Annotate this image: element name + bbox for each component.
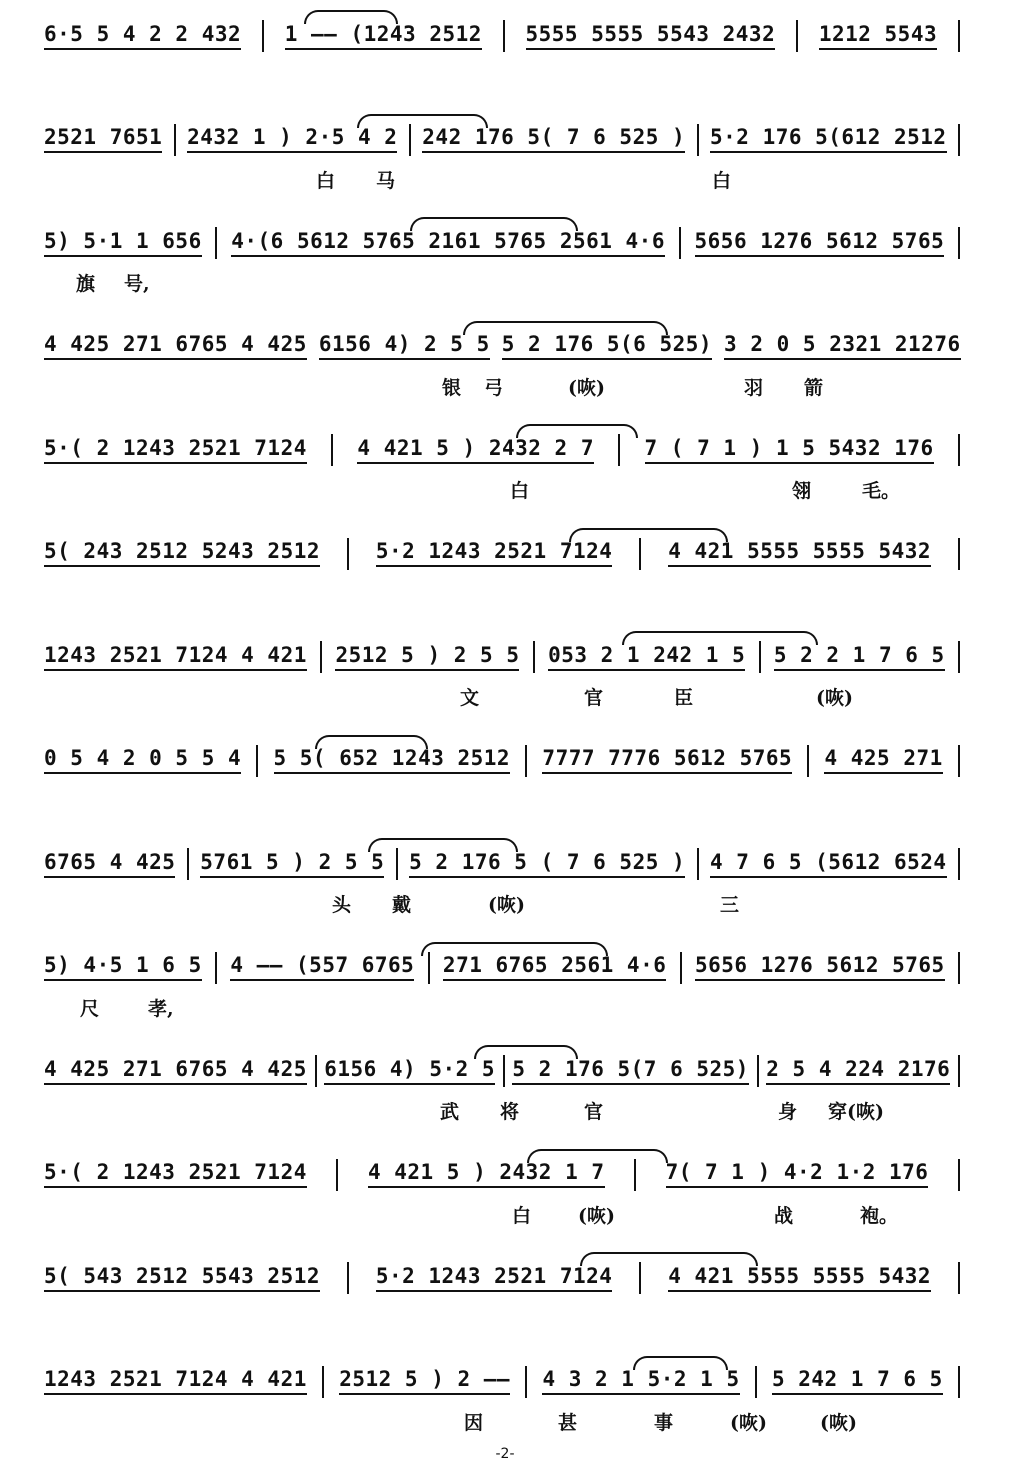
notation-system	[44, 215, 966, 315]
lyric-word: (咴)	[488, 894, 525, 916]
barline	[958, 1366, 960, 1398]
lyric-word: 甚	[558, 1411, 578, 1434]
measure: 5·2 1243 2521 7124	[376, 539, 613, 568]
barline	[958, 1055, 960, 1087]
barline	[679, 227, 681, 259]
measure: 4 425 271 6765 4 425	[44, 332, 307, 361]
barline	[958, 1159, 960, 1191]
measure: 4 421 5 ) 2432 1 7	[368, 1160, 605, 1189]
slur-mark	[463, 321, 668, 335]
measure: 7777 7776 5612 5765	[542, 746, 792, 775]
barline	[697, 124, 699, 156]
measure: 0 5 4 2 0 5 5 4	[44, 746, 241, 775]
measure: 7 ( 7 1 ) 1 5 5432 176	[645, 436, 934, 465]
lyrics-line	[44, 683, 966, 713]
notation-system	[44, 319, 966, 419]
lyric-word: (咴)	[816, 687, 853, 709]
lyrics-line	[44, 1097, 966, 1127]
barline	[807, 745, 809, 777]
barline	[680, 952, 682, 984]
measure: 6156 4) 5·2 5	[324, 1057, 495, 1086]
lyric-word: 穿(咴)	[828, 1101, 884, 1123]
slur-mark	[368, 838, 518, 852]
lyrics-line	[44, 1201, 966, 1231]
notation-line	[44, 432, 966, 468]
measure: 5761 5 ) 2 5 5	[200, 850, 384, 879]
barline	[525, 745, 527, 777]
slur-mark	[315, 735, 428, 749]
measure: 2521 7651	[44, 125, 162, 154]
barline	[215, 227, 217, 259]
measure: 4 7 6 5 (5612 6524	[710, 850, 947, 879]
measure: 5) 5·1 1 656	[44, 229, 202, 258]
measure: 5 2 176 5(6 525)	[502, 332, 712, 361]
measure: 5( 543 2512 5543 2512	[44, 1264, 320, 1293]
barline	[697, 848, 699, 880]
measure: 271 6765 2561 4·6	[443, 953, 666, 982]
barline	[320, 641, 322, 673]
notation-line	[44, 18, 966, 54]
slur-mark	[569, 528, 728, 542]
lyrics-line	[44, 166, 966, 196]
barline	[958, 227, 960, 259]
lyric-word: 白	[512, 1204, 532, 1227]
measure: 1243 2521 7124 4 421	[44, 1367, 307, 1396]
barline	[958, 641, 960, 673]
measure: 4 421 5555 5555 5432	[668, 1264, 931, 1293]
measure: 2512 5 ) 2 5 5	[335, 643, 519, 672]
barline	[533, 641, 535, 673]
measure: 5555 5555 5543 2432	[526, 22, 776, 51]
lyrics-line	[44, 62, 966, 92]
measure: 1212 5543	[819, 22, 937, 51]
slur-mark	[357, 114, 488, 128]
lyrics-line	[44, 580, 966, 610]
barline	[503, 1055, 505, 1087]
lyric-word: (咴)	[820, 1411, 857, 1434]
barline	[958, 434, 960, 466]
measure: 5 2 2 1 7 6 5	[774, 643, 945, 672]
measure: 5·( 2 1243 2521 7124	[44, 1160, 307, 1189]
barline	[187, 848, 189, 880]
measure: 4 425 271 6765 4 425	[44, 1057, 307, 1086]
slur-mark	[622, 631, 818, 645]
notation-line	[44, 1157, 966, 1193]
barline	[396, 848, 398, 880]
lyrics-line	[44, 269, 966, 299]
barline	[525, 1366, 527, 1398]
barline	[322, 1366, 324, 1398]
lyric-word: 武	[440, 1101, 460, 1123]
lyrics-line	[44, 373, 966, 403]
barline	[262, 20, 264, 52]
barline	[503, 20, 505, 52]
lyrics-line	[44, 1304, 966, 1334]
notation-system	[44, 1250, 966, 1350]
lyric-word: 将	[500, 1101, 520, 1123]
barline	[958, 1262, 960, 1294]
notation-system	[44, 1147, 966, 1247]
lyric-word: 官	[584, 687, 604, 709]
lyric-word: 文	[460, 687, 480, 709]
lyric-word: 马	[376, 169, 396, 192]
lyric-word: 三	[720, 894, 740, 916]
barline	[347, 538, 349, 570]
notation-line	[44, 122, 966, 158]
measure: 1243 2521 7124 4 421	[44, 643, 307, 672]
notation-system	[44, 1043, 966, 1143]
measure: 2512 5 ) 2 ——	[339, 1367, 510, 1396]
notation-system	[44, 112, 966, 212]
lyric-word: 事	[654, 1411, 674, 1434]
measure: 4 425 271	[824, 746, 942, 775]
notation-system	[44, 8, 966, 108]
slur-mark	[421, 942, 608, 956]
measure: 3 2 0 5 2321 21276	[724, 332, 961, 361]
barline	[331, 434, 333, 466]
notation-line	[44, 536, 966, 572]
measure: 5656 1276 5612 5765	[695, 229, 945, 258]
barline	[634, 1159, 636, 1191]
measure: 053 2 1 242 1 5	[548, 643, 745, 672]
measure: 2432 1 ) 2·5 4 2	[187, 125, 397, 154]
measure: 4 3 2 1 5·2 1 5	[542, 1367, 739, 1396]
measure: 7( 7 1 ) 4·2 1·2 176	[666, 1160, 929, 1189]
notation-system	[44, 1354, 966, 1454]
barline	[336, 1159, 338, 1191]
measure: 4 —— (557 6765	[230, 953, 414, 982]
notation-system	[44, 526, 966, 626]
lyric-word: 孝,	[148, 997, 174, 1020]
measure: 5 2 176 5 ( 7 6 525 )	[409, 850, 685, 879]
measure: 5 2 176 5(7 6 525)	[512, 1057, 749, 1086]
notation-system	[44, 940, 966, 1040]
lyrics-line	[44, 787, 966, 817]
slur-mark	[410, 217, 578, 231]
slur-mark	[527, 1149, 668, 1163]
barline	[796, 20, 798, 52]
lyric-word: 戴	[392, 894, 412, 916]
notation-line	[44, 1260, 966, 1296]
notation-system	[44, 836, 966, 936]
lyrics-line	[44, 994, 966, 1024]
lyric-word: 羽	[744, 376, 764, 399]
slur-mark	[580, 1252, 758, 1266]
slur-mark	[633, 1356, 728, 1370]
measure: 5 242 1 7 6 5	[772, 1367, 943, 1396]
barline	[639, 538, 641, 570]
page-number: -2-	[495, 1446, 515, 1462]
measure: 6765 4 425	[44, 850, 175, 879]
notation-system	[44, 733, 966, 833]
measure: 5·2 176 5(612 2512	[710, 125, 947, 154]
barline	[428, 952, 430, 984]
lyric-word: 战	[774, 1204, 794, 1227]
measure: 5·( 2 1243 2521 7124	[44, 436, 307, 465]
measure: 4 421 5 ) 2432 2 7	[357, 436, 594, 465]
lyric-word: 号,	[124, 273, 150, 295]
lyric-word: 臣	[674, 687, 694, 709]
measure: 6·5 5 4 2 2 432	[44, 22, 241, 51]
lyric-word: 身	[778, 1101, 798, 1123]
lyric-word: 毛。	[862, 480, 901, 502]
lyric-word: 白	[712, 169, 732, 192]
measure: 4·(6 5612 5765 2161 5765 2561 4·6	[231, 229, 665, 258]
lyrics-line	[44, 890, 966, 920]
notation-line	[44, 639, 966, 675]
measure: 1 —— (1243 2512	[285, 22, 482, 51]
lyric-word: 尺	[80, 997, 100, 1020]
lyric-word: 袍。	[860, 1204, 899, 1227]
lyric-word: 旗	[76, 273, 96, 295]
lyric-word: 银	[442, 376, 462, 399]
slur-mark	[516, 424, 638, 438]
notation-system	[44, 422, 966, 522]
barline	[409, 124, 411, 156]
barline	[958, 538, 960, 570]
lyrics-line	[44, 1408, 966, 1438]
lyric-word: (咴)	[730, 1411, 767, 1434]
lyric-word: 因	[464, 1411, 484, 1434]
measure: 4 421 5555 5555 5432	[668, 539, 931, 568]
notation-system	[44, 629, 966, 729]
lyric-word: 白	[510, 480, 530, 502]
measure: 5( 243 2512 5243 2512	[44, 539, 320, 568]
barline	[958, 745, 960, 777]
barline	[958, 848, 960, 880]
lyric-word: 头	[332, 894, 352, 916]
lyric-word: 官	[584, 1101, 604, 1123]
lyric-word: 白	[316, 169, 336, 192]
lyrics-line	[44, 476, 966, 506]
notation-line	[44, 743, 966, 779]
slur-mark	[474, 1045, 578, 1059]
notation-line	[44, 1364, 966, 1400]
barline	[757, 1055, 759, 1087]
barline	[755, 1366, 757, 1398]
measure: 5·2 1243 2521 7124	[376, 1264, 613, 1293]
lyric-word: 弓	[484, 376, 504, 399]
measure: 5656 1276 5612 5765	[695, 953, 945, 982]
measure: 2 5 4 224 2176	[766, 1057, 950, 1086]
slur-mark	[304, 10, 398, 24]
barline	[618, 434, 620, 466]
barline	[347, 1262, 349, 1294]
lyric-word: (咴)	[568, 376, 605, 399]
barline	[174, 124, 176, 156]
barline	[256, 745, 258, 777]
measure: 5) 4·5 1 6 5	[44, 953, 202, 982]
barline	[215, 952, 217, 984]
lyric-word: 箭	[804, 376, 824, 399]
barline	[958, 20, 960, 52]
barline	[759, 641, 761, 673]
lyric-word: 翎	[792, 480, 812, 502]
measure: 5 5( 652 1243 2512	[274, 746, 511, 775]
barline	[315, 1055, 317, 1087]
measure: 242 176 5( 7 6 525 )	[422, 125, 685, 154]
lyric-word: (咴)	[578, 1204, 615, 1227]
barline	[639, 1262, 641, 1294]
measure: 6156 4) 2 5 5	[319, 332, 490, 361]
barline	[958, 952, 960, 984]
barline	[958, 124, 960, 156]
